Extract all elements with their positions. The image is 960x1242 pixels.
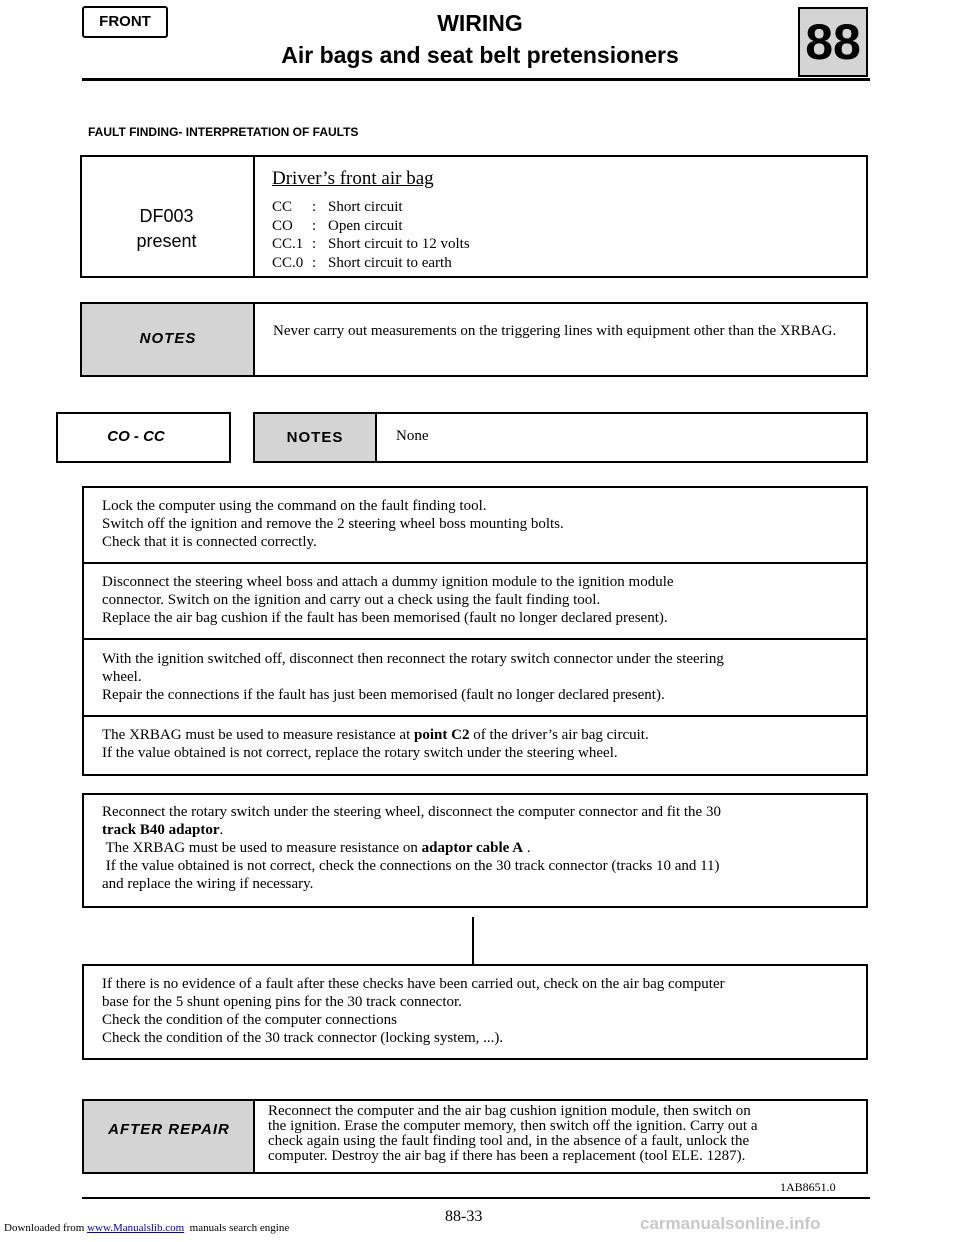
text-run: . — [219, 822, 224, 838]
fault-title: Driver’s front air bag — [272, 168, 434, 189]
fault-divider — [253, 155, 255, 278]
step-divider — [82, 715, 868, 717]
definition-desc: Short circuit — [328, 199, 403, 215]
definition-sep: : — [312, 199, 317, 215]
definition-sep: : — [312, 254, 317, 271]
step-line: Disconnect the steering wheel boss and attach a dummy ignition module to the ignition module — [102, 574, 674, 590]
after-repair-line: the ignition. Erase the computer memory, then switch off the ignition. Carry out a — [268, 1118, 758, 1134]
page-title: WIRING — [437, 10, 523, 36]
notes-text: Never carry out measurements on the triggering lines with equipment other than the XRBAG. — [273, 323, 837, 339]
adaptor-name: track B40 adaptor — [102, 822, 220, 838]
notes-label: NOTES — [139, 330, 197, 347]
download-suffix: manuals search engine — [184, 1222, 290, 1234]
manualslib-link[interactable]: www.Manualslib.com — [87, 1222, 185, 1234]
definition-code: CC.1 — [272, 236, 304, 252]
step-line — [102, 839, 842, 857]
step-line: wheel. — [102, 669, 142, 685]
flow-connector — [472, 917, 474, 964]
after-repair-text — [268, 1104, 843, 1164]
footer-rule — [82, 1197, 870, 1199]
fault-definition-row — [272, 254, 470, 273]
section-title: Air bags and seat belt pretensioners — [281, 42, 679, 68]
front-tab: FRONT — [82, 6, 168, 38]
definition-desc: Open circuit — [328, 217, 403, 234]
fault-finding-heading: FAULT FINDING- INTERPRETATION OF FAULTS — [88, 125, 359, 139]
definition-desc: Short circuit to 12 volts — [328, 236, 470, 252]
step-line: Lock the computer using the command on the fault finding tool. — [102, 498, 487, 514]
header-rule — [82, 78, 870, 81]
step-line — [102, 726, 842, 744]
step-line: Check the condition of the 30 track connector (locking system, ...). — [102, 1030, 504, 1046]
definition-sep: : — [312, 236, 317, 252]
step-line: Repair the connections if the fault has just been memorised (fault no longer declared present). — [102, 687, 665, 703]
after-repair-label: AFTER REPAIR — [108, 1121, 230, 1138]
step-line: If the value obtained is not correct, check the connections on the 30 track connector (tracks 10 and 11) — [102, 858, 720, 874]
step-divider — [82, 638, 868, 640]
fault-definition-row — [272, 198, 470, 217]
download-note — [4, 1222, 289, 1234]
co-cc-notes-divider — [375, 412, 377, 463]
step-2 — [102, 573, 842, 627]
step-line: Switch off the ignition and remove the 2 steering wheel boss mounting bolts. — [102, 516, 564, 532]
step-4 — [102, 726, 842, 762]
text-run: . — [523, 840, 531, 856]
adaptor-cable: adaptor cable A — [421, 840, 524, 856]
definition-desc: Short circuit to earth — [328, 254, 452, 271]
fault-definition-list — [272, 198, 470, 272]
watermark: carmanualsonline.info — [640, 1214, 821, 1233]
fault-code-value: DF003 — [139, 206, 194, 226]
definition-code: CC — [272, 199, 293, 215]
step-5 — [102, 803, 842, 893]
fault-code — [80, 204, 253, 254]
after-repair-line: Reconnect the computer and the air bag cushion ignition module, then switch on — [268, 1103, 751, 1119]
step-line: Check that it is connected correctly. — [102, 534, 317, 550]
step-6 — [102, 975, 842, 1047]
definition-sep: : — [312, 217, 317, 234]
fault-definition-row — [272, 217, 470, 236]
definition-code: CC.0 — [272, 254, 304, 271]
point-c2: point C2 — [414, 727, 470, 743]
step-line: Replace the air bag cushion if the fault has been memorised (fault no longer declared present). — [102, 610, 668, 626]
step-line — [102, 821, 842, 839]
step-divider — [82, 562, 868, 564]
co-cc-notes-label: NOTES — [286, 429, 344, 446]
step-line: If the value obtained is not correct, replace the rotary switch under the steering wheel. — [102, 745, 618, 761]
after-repair-line: computer. Destroy the air bag if there has been a replacement (tool ELE. 1287). — [268, 1148, 746, 1164]
co-cc-label: CO - CC — [107, 428, 165, 445]
step-line: connector. Switch on the ignition and carry out a check using the fault finding tool. — [102, 592, 601, 608]
after-repair-line: check again using the fault finding tool and, in the absence of a fault, unlock the — [268, 1133, 750, 1149]
step-line: and replace the wiring if necessary. — [102, 876, 314, 892]
step-line: With the ignition switched off, disconnect then reconnect the rotary switch connector under the steering — [102, 651, 724, 667]
download-prefix: Downloaded from — [4, 1222, 88, 1234]
step-line: base for the 5 shunt opening pins for the 30 track connector. — [102, 994, 462, 1010]
co-cc-notes-text: None — [396, 428, 429, 444]
step-line: Reconnect the rotary switch under the steering wheel, disconnect the computer connector and fit the 30 — [102, 804, 721, 820]
fault-state: present — [136, 231, 197, 251]
fault-definition-row — [272, 235, 470, 254]
section-number-badge: 88 — [798, 7, 868, 77]
reference-code: 1AB8651.0 — [780, 1180, 836, 1194]
step-1 — [102, 497, 842, 551]
step-3 — [102, 650, 842, 704]
page-number: 88-33 — [445, 1208, 483, 1225]
text-run: of the driver’s air bag circuit. — [469, 727, 649, 743]
definition-code: CO — [272, 217, 293, 234]
text-run: The XRBAG must be used to measure resistance on — [102, 840, 422, 856]
text-run: The XRBAG must be used to measure resistance at — [102, 727, 415, 743]
step-line: Check the condition of the computer connections — [102, 1012, 397, 1028]
step-line: If there is no evidence of a fault after these checks have been carried out, check on the air bag computer — [102, 976, 725, 992]
